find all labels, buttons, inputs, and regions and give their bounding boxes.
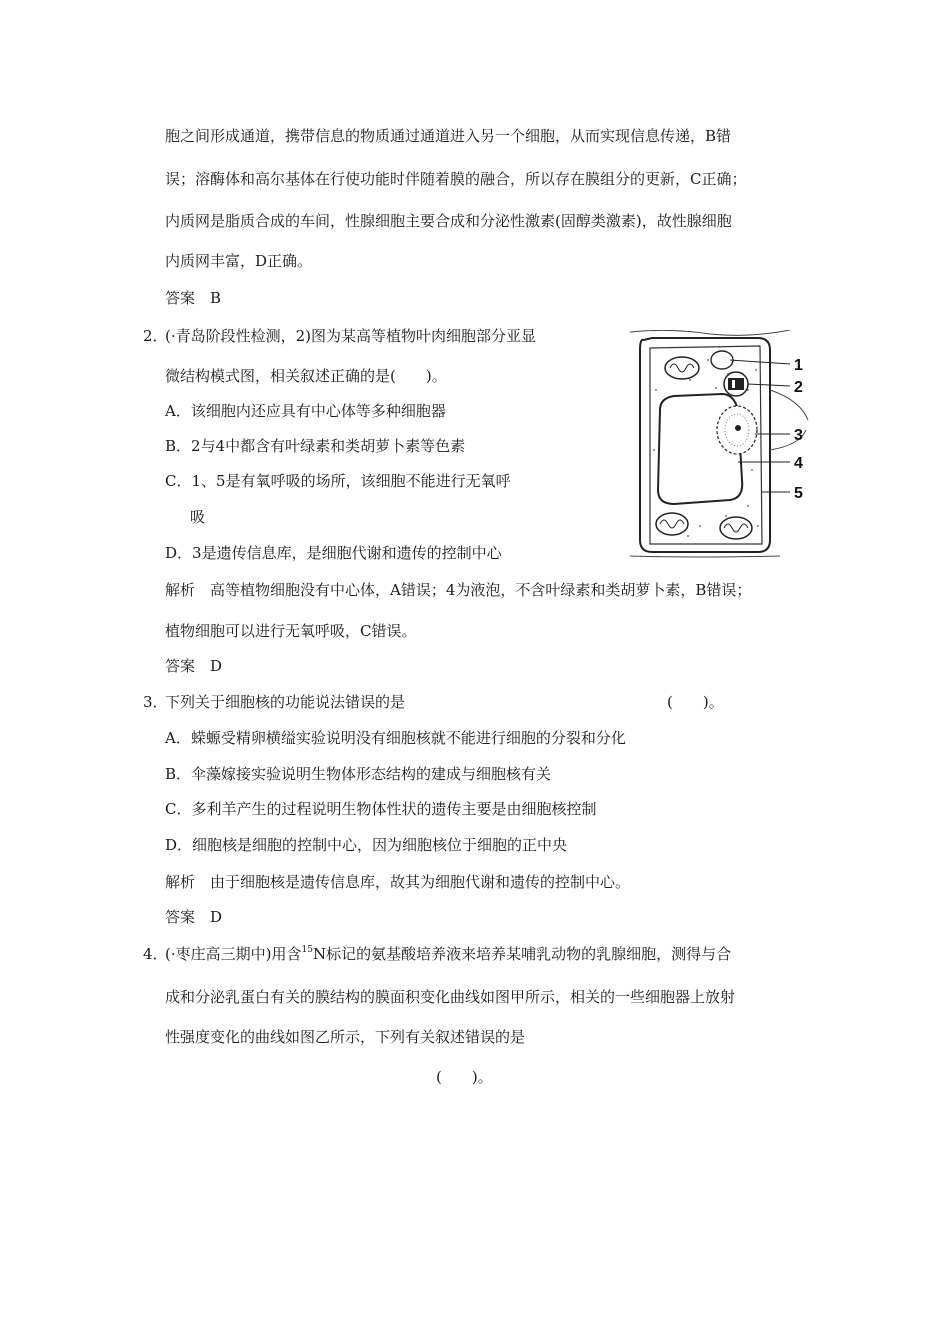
figure-label-2: 2 [794, 379, 803, 396]
q3-option-b: B．伞藻嫁接实验说明生物体形态结构的建成与细胞核有关 [165, 765, 552, 783]
q2-analysis-line-1: 解析 高等植物细胞没有中心体，A错误；4为液泡，不含叶绿素和类胡萝卜素，B错误； [165, 581, 752, 599]
figure-label-1: 1 [794, 357, 803, 374]
q4-isotope-superscript: 15 [301, 945, 313, 955]
q1-analysis-line-1: 胞之间形成通道，携带信息的物质通过通道进入另一个细胞，从而实现信息传递，B错 [165, 127, 732, 145]
q2-answer: 答案 D [165, 657, 223, 675]
q1-answer: 答案 B [165, 289, 222, 307]
neighbor-cell-wall-bottom [630, 556, 780, 557]
mitochondrion-bottom-right [720, 517, 752, 539]
q1-analysis-line-4: 内质网丰富，D正确。 [165, 252, 313, 270]
q2-stem-line-2: 微结构模式图，相关叙述正确的是( )。 [165, 367, 447, 385]
q2-stem-line-1: (·青岛阶段性检测，2)图为某高等植物叶肉细胞部分亚显 [165, 327, 537, 345]
q4-answer-bracket: ( )。 [436, 1068, 493, 1086]
q4-stem-line-2: 成和分泌乳蛋白有关的膜结构的膜面积变化曲线如图甲所示，相关的一些细胞器上放射 [165, 988, 736, 1006]
q3-option-c: C．多利羊产生的过程说明生物体性状的遗传主要是由细胞核控制 [165, 800, 597, 818]
q2-option-d: D．3是遗传信息库，是细胞代谢和遗传的控制中心 [165, 544, 502, 562]
q4-stem-part-b: N标记的氨基酸培养液来培养某哺乳动物的乳腺细胞，测得与合 [312, 945, 732, 963]
q3-option-d: D．细胞核是细胞的控制中心，因为细胞核位于细胞的正中央 [165, 836, 568, 854]
q2-option-a: A．该细胞内还应具有中心体等多种细胞器 [165, 402, 446, 420]
q3-stem: 下列关于细胞核的功能说法错误的是 [165, 693, 406, 711]
q2-option-c-line-1: C．1、5是有氧呼吸的场所，该细胞不能进行无氧呼 [165, 472, 511, 490]
mitochondrion-1 [711, 351, 733, 369]
q4-stem-line-1 [165, 944, 731, 964]
q3-answer-bracket: ( )。 [667, 693, 724, 711]
q1-analysis-line-3: 内质网是脂质合成的车间，性腺细胞主要合成和分泌性激素(固醇类激素)，故性腺细胞 [165, 212, 732, 230]
q3-number: 3． [143, 693, 168, 711]
q2-option-b: B．2与4中都含有叶绿素和类胡萝卜素等色素 [165, 437, 466, 455]
figure-label-3: 3 [794, 427, 803, 444]
q4-stem-line-3: 性强度变化的曲线如图乙所示，下列有关叙述错误的是 [165, 1028, 526, 1046]
q2-number: 2． [143, 327, 168, 345]
mitochondrion-bottom-left [656, 513, 688, 535]
nucleolus [735, 425, 741, 431]
q2-analysis-line-2: 植物细胞可以进行无氧呼吸，C错误。 [165, 622, 417, 640]
figure-label-4: 4 [794, 455, 803, 472]
q3-analysis: 解析 由于细胞核是遗传信息库，故其为细胞代谢和遗传的控制中心。 [165, 873, 631, 891]
q1-analysis-line-2: 误；溶酶体和高尔基体在行使功能时伴随着膜的融合，所以存在膜组分的更新，C正确； [165, 170, 747, 188]
q4-number: 4． [143, 945, 168, 963]
q4-stem-part-a: (·枣庄高三期中)用含 [165, 945, 302, 963]
plant-cell-diagram [630, 330, 840, 560]
q2-option-c-line-2: 吸 [190, 508, 206, 526]
neighbor-cell-wall-top [630, 330, 790, 335]
q3-option-a: A．蝾螈受精卵横缢实验说明没有细胞核就不能进行细胞的分裂和分化 [165, 729, 626, 747]
q3-answer: 答案 D [165, 908, 223, 926]
figure-label-5: 5 [794, 485, 803, 502]
